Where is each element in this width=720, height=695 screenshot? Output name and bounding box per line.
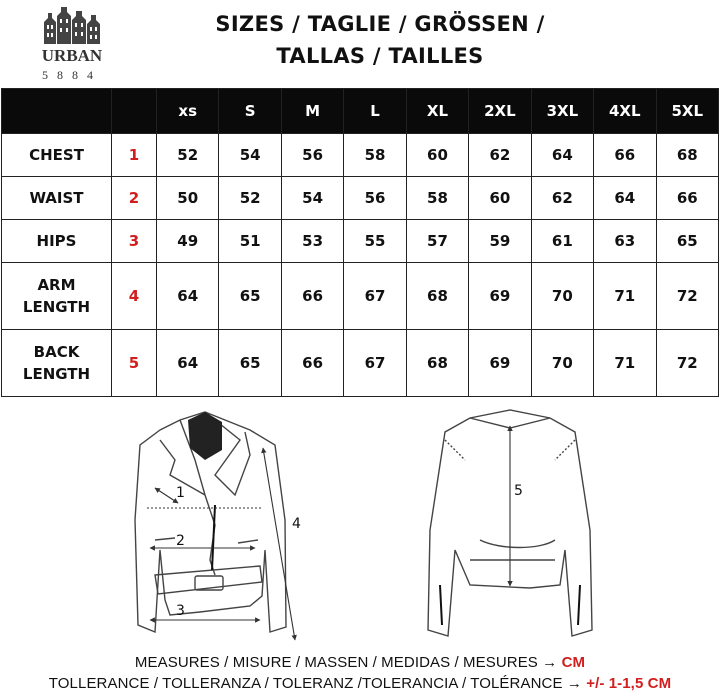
size-value-cell: 50 [157,177,219,220]
size-value-cell: 52 [157,134,219,177]
measurement-label: BACK LENGTH [2,330,112,397]
size-header-xs: xs [157,89,219,134]
page-title [150,8,610,72]
size-value-cell: 64 [157,263,219,330]
tolerance-text: TOLLERANCE / TOLLERANZA / TOLERANZ /TOLERANCIA / TOLÉRANCE → [48,675,582,692]
size-value-cell: 70 [531,263,593,330]
size-value-cell: 67 [344,263,406,330]
measurement-index: 4 [112,263,157,330]
header-blank-cell [112,89,157,134]
measurement-label: HIPS [2,220,112,263]
size-value-cell: 68 [406,330,468,397]
size-value-cell: 51 [219,220,281,263]
measurement-label: ARM LENGTH [2,263,112,330]
size-value-cell: 69 [469,263,531,330]
size-value-cell: 65 [219,330,281,397]
size-value-cell: 57 [406,220,468,263]
size-value-cell: 62 [469,134,531,177]
front-zipper [212,505,215,570]
brand-name: URBAN [41,46,103,65]
size-value-cell: 65 [656,220,719,263]
size-value-cell: 56 [281,134,343,177]
size-header-5xl: 5XL [656,89,719,134]
table-row [2,134,719,177]
size-value-cell: 59 [469,220,531,263]
size-value-cell: 66 [281,263,343,330]
size-header-3xl: 3XL [531,89,593,134]
size-value-cell: 68 [406,263,468,330]
label-1: 1 [176,485,185,501]
jacket-diagram [0,400,720,650]
measurement-label: WAIST [2,177,112,220]
title-line-2: TALLAS / TAILLES [276,44,484,68]
size-value-cell: 66 [656,177,719,220]
back-zippers [440,585,580,625]
size-value-cell: 72 [656,330,719,397]
size-value-cell: 66 [594,134,656,177]
measurement-index: 2 [112,177,157,220]
size-value-cell: 64 [594,177,656,220]
label-5: 5 [514,483,523,499]
title-line-1: SIZES / TAGLIE / GRÖSSEN / [215,12,545,36]
size-value-cell: 56 [344,177,406,220]
size-value-cell: 53 [281,220,343,263]
label-2: 2 [176,533,185,549]
measurement-index: 3 [112,220,157,263]
size-value-cell: 68 [656,134,719,177]
size-value-cell: 71 [594,263,656,330]
measurement-label: CHEST [2,134,112,177]
size-value-cell: 54 [219,134,281,177]
size-header-l: L [344,89,406,134]
size-value-cell: 71 [594,330,656,397]
size-value-cell: 65 [219,263,281,330]
size-header-2xl: 2XL [469,89,531,134]
size-value-cell: 64 [157,330,219,397]
table-row [2,330,719,397]
label-3: 3 [176,603,185,619]
measurement-index: 5 [112,330,157,397]
size-value-cell: 62 [531,177,593,220]
size-value-cell: 66 [281,330,343,397]
table-header-row [2,89,719,134]
size-value-cell: 60 [469,177,531,220]
brand-logo [30,4,114,86]
tolerance-line [0,673,720,694]
size-value-cell: 60 [406,134,468,177]
measures-unit: CM [561,654,586,671]
table-row [2,263,719,330]
header-blank-cell [2,89,112,134]
size-header-xl: XL [406,89,468,134]
table-row [2,177,719,220]
size-value-cell: 52 [219,177,281,220]
size-value-cell: 63 [594,220,656,263]
size-value-cell: 70 [531,330,593,397]
size-table [1,88,719,397]
measures-line [0,652,720,673]
table-row [2,220,719,263]
size-value-cell: 67 [344,330,406,397]
size-value-cell: 61 [531,220,593,263]
label-4: 4 [292,516,301,532]
size-value-cell: 64 [531,134,593,177]
size-value-cell: 58 [406,177,468,220]
size-header-m: M [281,89,343,134]
measures-text: MEASURES / MISURE / MASSEN / MEDIDAS / MESURES → [134,654,558,671]
size-value-cell: 69 [469,330,531,397]
collar-fill [188,412,222,460]
size-header-s: S [219,89,281,134]
size-header-4xl: 4XL [594,89,656,134]
size-value-cell: 49 [157,220,219,263]
size-value-cell: 72 [656,263,719,330]
footer-notes [0,652,720,694]
measurement-index: 1 [112,134,157,177]
brand-number: 5884 [42,68,102,82]
tolerance-value: +/- 1-1,5 CM [586,675,672,692]
size-value-cell: 55 [344,220,406,263]
size-value-cell: 58 [344,134,406,177]
size-value-cell: 54 [281,177,343,220]
